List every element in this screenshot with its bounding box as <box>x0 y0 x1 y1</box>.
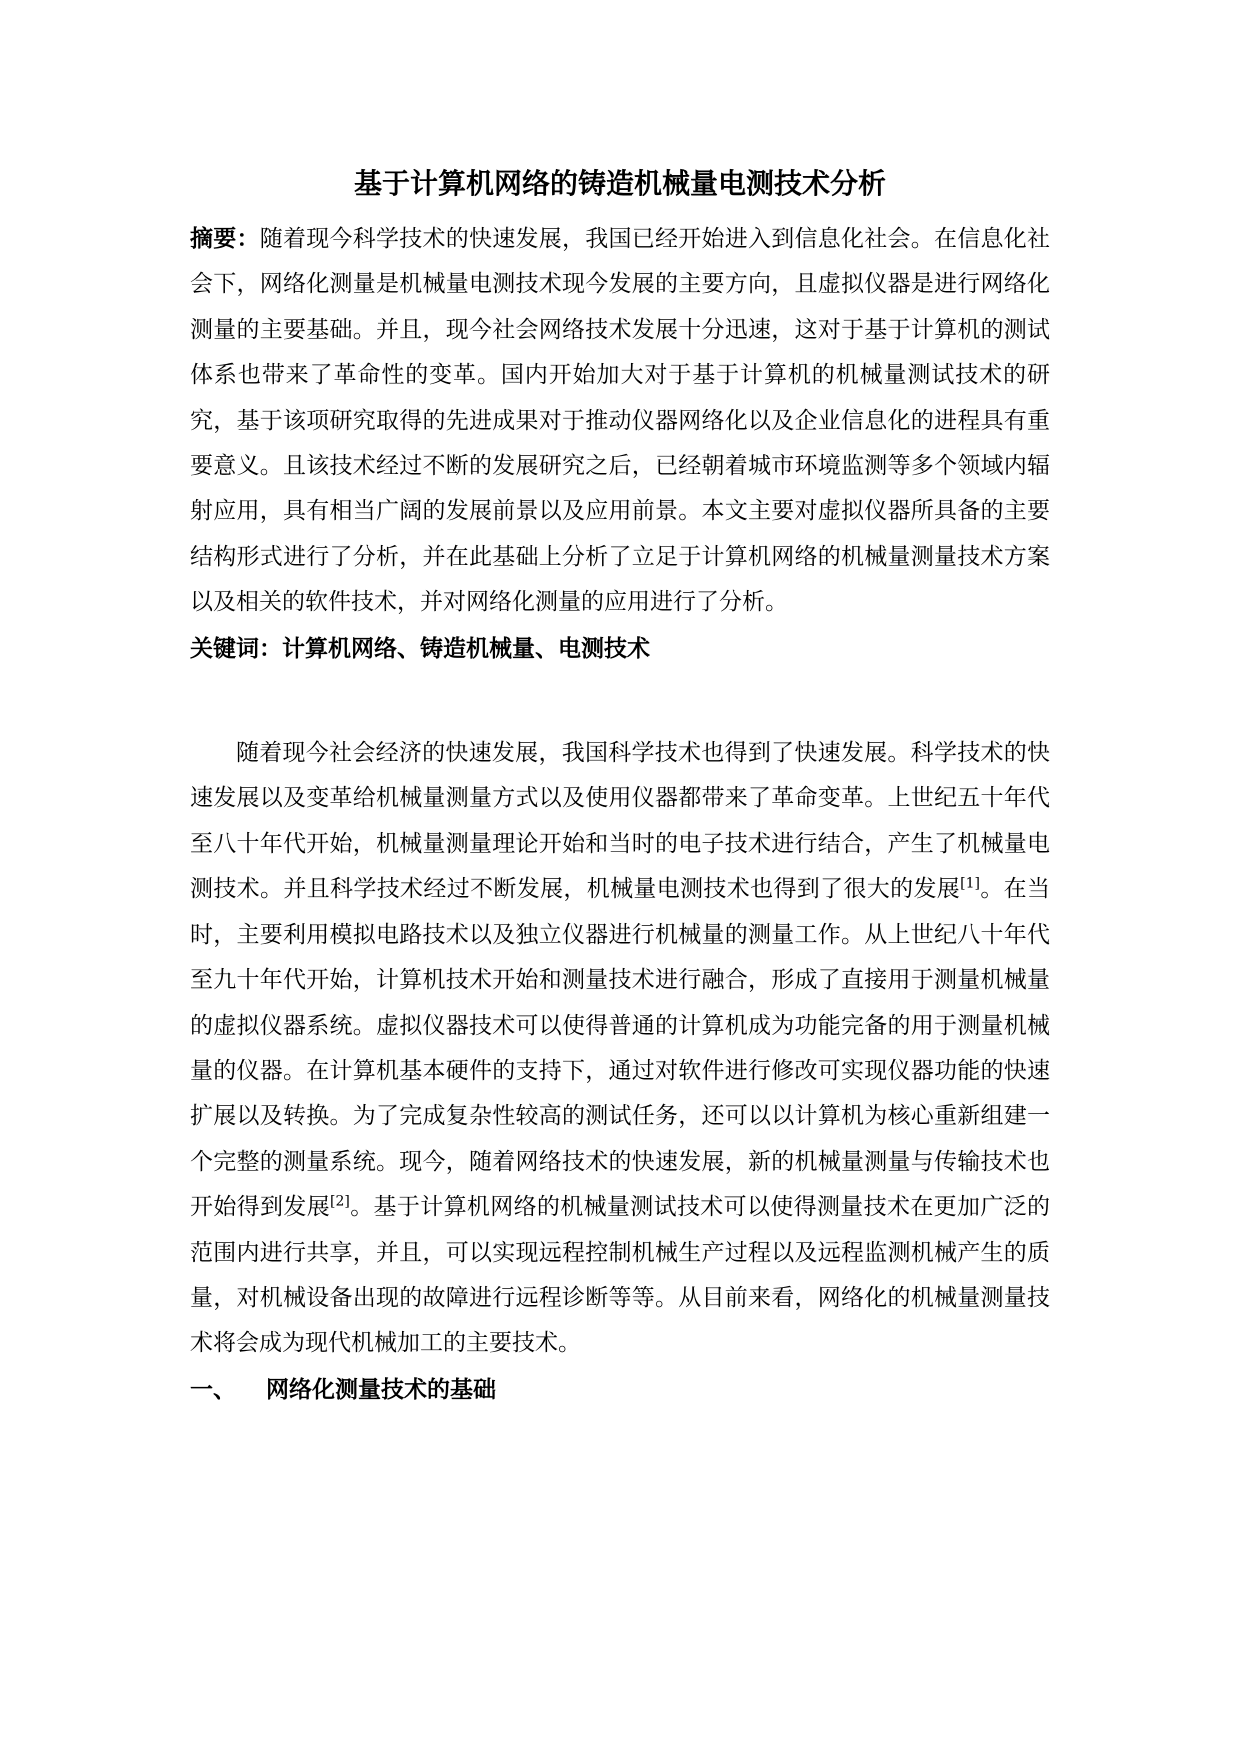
intro-text-part1: 随着现今社会经济的快速发展，我国科学技术也得到了快速发展。科学技术的快速发展以及变革给机械量测量方式以及使用仪器都带来了革命变革。上世纪五十年代至八十年代开始，机械量测量理论开始和当时的电子技术进行结合，产生了机械量电测技术。并且科学技术经过不断发展，机械量电测技术也得到了很大的发展 <box>190 740 1050 903</box>
intro-text-part2: 。在当时，主要利用模拟电路技术以及独立仪器进行机械量的测量工作。从上世纪八十年代至九十年代开始，计算机技术开始和测量技术进行融合，形成了直接用于测量机械量的虚拟仪器系统。虚拟仪器技术可以使得普通的计算机成为功能完备的用于测量机械量的仪器。在计算机基本硬件的支持下，通过对软件进行修改可实现仪器功能的快速扩展以及转换。为了完成复杂性较高的测试任务，还可以以计算机为核心重新组建一个完整的测量系统。现今，随着网络技术的快速发展，新的机械量测量与传输技术也开始得到发展 <box>190 876 1051 1221</box>
abstract-paragraph <box>190 216 1050 626</box>
intro-paragraph <box>190 731 1050 1367</box>
keywords-text: 计算机网络、铸造机械量、电测技术 <box>282 634 650 662</box>
section-title: 网络化测量技术的基础 <box>266 1375 496 1403</box>
paper-title: 基于计算机网络的铸造机械量电测技术分析 <box>353 167 886 200</box>
keywords-line <box>190 626 1050 671</box>
document-page <box>190 160 1050 1412</box>
citation-2: [2] <box>330 1193 350 1210</box>
abstract-text: 随着现今科学技术的快速发展，我国已经开始进入到信息化社会。在信息化社会下，网络化测量是机械量电测技术现今发展的主要方向，且虚拟仪器是进行网络化测量的主要基础。并且，现今社会网络技术发展十分迅速，这对于基于计算机的测试体系也带来了革命性的变革。国内开始加大对于基于计算机的机械量测试技术的研究，基于该项研究取得的先进成果对于推动仪器网络化以及企业信息化的进程具有重要意义。且该技术经过不断的发展研究之后，已经朝着城市环境监测等多个领域内辐射应用，具有相当广阔的发展前景以及应用前景。本文主要对虚拟仪器所具备的主要结构形式进行了分析，并在此基础上分析了立足于计算机网络的机械量测量技术方案以及相关的软件技术，并对网络化测量的应用进行了分析。 <box>190 226 1050 616</box>
section-heading-1 <box>190 1367 1050 1412</box>
abstract-label: 摘要： <box>190 225 260 252</box>
section-number: 一、 <box>190 1375 236 1403</box>
keywords-label: 关键词： <box>190 634 282 662</box>
intro-text-part3: 。基于计算机网络的机械量测试技术可以使得测量技术在更加广泛的范围内进行共享，并且，可以实现远程控制机械生产过程以及远程监测机械产生的质量，对机械设备出现的故障进行远程诊断等等。从目前来看，网络化的机械量测量技术将会成为现代机械加工的主要技术。 <box>190 1194 1051 1357</box>
citation-1: [1] <box>960 875 980 892</box>
